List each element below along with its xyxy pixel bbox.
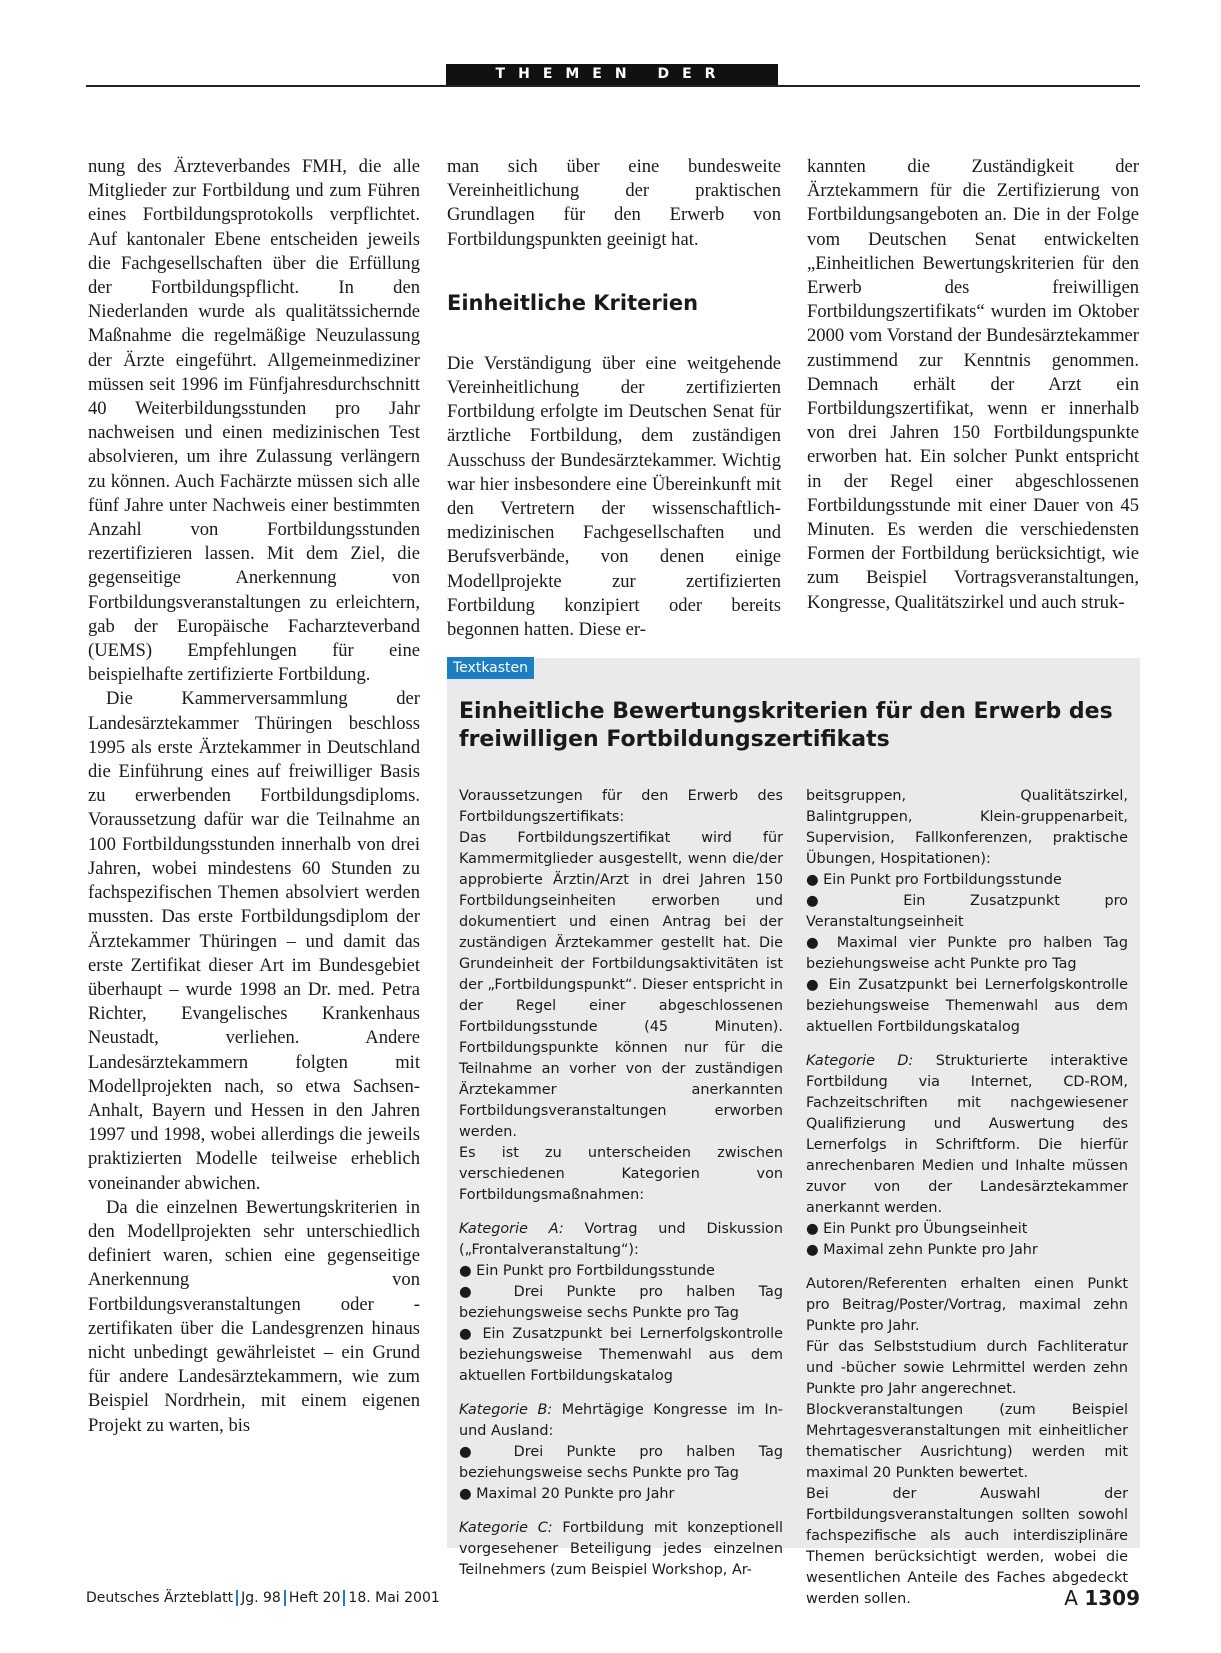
textbox-tag: Textkasten — [447, 657, 534, 679]
bullet-item: ● Ein Zusatzpunkt bei Lernerfolgskontrolle beziehungsweise Themenwahl aus dem aktuellen Fortbildungskatalog — [806, 975, 1128, 1038]
bullet-item: ● Ein Punkt pro Fortbildungsstunde — [806, 870, 1128, 891]
textbox-column-left — [459, 786, 783, 1581]
category-label: Kategorie C: — [459, 1520, 553, 1536]
section-label: THEMEN DER ZEIT — [446, 64, 778, 85]
paragraph: man sich über eine bundesweite Vereinheitlichung der praktischen Grundlagen für den Erwerb von Fortbildungspunkten geeinigt hat. — [447, 156, 781, 250]
category-text: Vortrag und Diskussion („Frontalveranstaltung“): — [459, 1221, 783, 1258]
category-c — [459, 1518, 783, 1581]
paragraph: Da die einzelnen Bewertungskriterien in den Modellprojekten sehr unterschiedlich definiert waren, schien eine gegenseitige Anerkennung von Fortbildungsveranstaltungen oder -zertifikaten über die Landesgrenzen hinaus nicht unbedingt gewährleistet – ein Grund für andere Landesärztekammern, wie zum Beispiel Nordrhein, mit einem eigenen Projekt zu warten, bis — [88, 1196, 420, 1436]
box-paragraph: Voraussetzungen für den Erwerb des Fortbildungszertifikats: — [459, 788, 783, 825]
subheading: Einheitliche Kriterien — [447, 290, 699, 315]
footer-separator — [236, 1590, 238, 1606]
category-label: Kategorie A: — [459, 1221, 564, 1237]
journal-date: 18. Mai 2001 — [348, 1590, 440, 1606]
category-b — [459, 1400, 783, 1442]
box-paragraph: Das Fortbildungszertifikat wird für Kammermitglieder ausgestellt, wenn die/der approbierte Ärztin/Arzt in drei Jahren 150 Fortbildungseinheiten erworben und dokumentiert und einen Antrag bei der zuständigen Ärztekammer gestellt hat. Die Grundeinheit der Fortbildungsaktivitäten ist der „Fortbildungspunkt“. Dieser entspricht in der Regel einer abgeschlossenen Fortbildungsstunde (45 Minuten). Fortbildungspunkte können nur für die Teilnahme an vorher von der zuständigen Ärztekammer anerkannten Fortbildungsveranstaltungen erworben werden. — [459, 830, 783, 1140]
journal-name: Deutsches Ärzteblatt — [86, 1590, 234, 1606]
text-column-2 — [447, 155, 781, 642]
box-paragraph: beitsgruppen, Qualitätszirkel, Balintgruppen, Klein-gruppenarbeit, Supervision, Fallkonferenzen, praktische Übungen, Hospitationen): — [806, 788, 1128, 867]
page-prefix: A — [1064, 1586, 1078, 1610]
text-column-1 — [88, 155, 420, 1438]
bullet-item: ● Ein Zusatzpunkt pro Veranstaltungseinheit — [806, 891, 1128, 933]
box-paragraph: Autoren/Referenten erhalten einen Punkt pro Beitrag/Poster/Vortrag, maximal zehn Punkte pro Jahr. — [806, 1276, 1128, 1334]
bullet-item: ● Ein Punkt pro Fortbildungsstunde — [459, 1261, 783, 1282]
category-label: Kategorie B: — [459, 1402, 553, 1418]
category-a — [459, 1219, 783, 1261]
box-paragraph: Für das Selbststudium durch Fachliteratur und -bücher sowie Lehrmittel werden zehn Punkte pro Jahr angerechnet. — [806, 1339, 1128, 1397]
page-number: 1309 — [1084, 1586, 1140, 1610]
bullet-item: ● Maximal vier Punkte pro halben Tag beziehungsweise acht Punkte pro Tag — [806, 933, 1128, 975]
paragraph: nung des Ärzteverbandes FMH, die alle Mitglieder zur Fortbildung und zum Führen eines Fortbildungsprotokolls verpflichtet. Auf kantonaler Ebene entscheiden jeweils die Fachgesellschaften über die Erfüllung der Fortbildungspflicht. In den Niederlanden wurde als qualitätssichernde Maßnahme die regelmäßige Neuzulassung der Ärzte eingeführt. Allgemeinmediziner müssen seit 1996 im Fünfjahresdurchschnitt 40 Weiterbildungsstunden pro Jahr nachweisen und einen medizinischen Test absolvieren, um ihre Zulassung verlängern zu können. Auch Fachärzte müssen sich alle fünf Jahre unter Nachweis einer bestimmten Anzahl von Fortbildungsstunden rezertifizieren lassen. Mit dem Ziel, die gegenseitige Anerkennung von Fortbildungsveranstaltungen zu erleichtern, gab der Europäische Facharzteverband (UEMS) Empfehlungen für eine beispielhafte zertifizierte Fortbildung. — [88, 156, 420, 686]
page-number-block — [1064, 1583, 1140, 1613]
bullet-item: ● Drei Punkte pro halben Tag beziehungsweise sechs Punkte pro Tag — [459, 1282, 783, 1324]
footer-separator — [284, 1590, 286, 1606]
textbox-title: Einheitliche Bewertungskriterien für den Erwerb des freiwilligen Fortbildungszertifikats — [459, 699, 1113, 752]
text-column-3 — [807, 155, 1139, 615]
bullet-item: ● Drei Punkte pro halben Tag beziehungsweise sechs Punkte pro Tag — [459, 1442, 783, 1484]
footer-separator — [343, 1590, 345, 1606]
bullet-item: ● Ein Zusatzpunkt bei Lernerfolgskontrolle beziehungsweise Themenwahl aus dem aktuellen Fortbildungskatalog — [459, 1324, 783, 1387]
bullet-item: ● Ein Punkt pro Übungseinheit — [806, 1219, 1128, 1240]
textbox-column-right — [806, 786, 1128, 1610]
journal-issue: Heft 20 — [288, 1590, 341, 1606]
paragraph: Die Verständigung über eine weitgehende Vereinheitlichung der zertifizierten Fortbildung erfolgte im Deutschen Senat für ärztliche Fortbildung, dem zuständigen Ausschuss der Bundesärztekammer. Wichtig war hier insbesondere eine Übereinkunft mit den Vertretern der wissenschaftlich-medizinischen Fachgesellschaften und Berufsverbände, von denen einige Modellprojekte zur zertifizierten Fortbildung konzipiert oder bereits begonnen hatten. Diese er- — [447, 352, 781, 641]
box-paragraph: Bei der Auswahl der Fortbildungsveranstaltungen sollten sowohl fachspezifische als auch interdisziplinäre Themen berücksichtigt werden, wobei die wesentlichen Anteile des Faches abgedeckt werden sollen. — [806, 1486, 1128, 1607]
category-text: Fortbildung mit konzeptionell vorgesehener Beteiligung jedes einzelnen Teilnehmers (zum Beispiel Workshop, Ar- — [459, 1520, 784, 1578]
box-paragraph: Es ist zu unterscheiden zwischen verschiedenen Kategorien von Fortbildungsmaßnahmen: — [459, 1145, 783, 1203]
bullet-item: ● Maximal 20 Punkte pro Jahr — [459, 1484, 783, 1505]
box-paragraph: Blockveranstaltungen (zum Beispiel Mehrtagesveranstaltungen mit einheitlicher thematischer Ausrichtung) werden mit maximal 20 Punkten bewertet. — [806, 1402, 1128, 1481]
page-footer — [86, 1583, 1140, 1613]
journal-volume: Jg. 98 — [241, 1590, 281, 1606]
bullet-item: ● Maximal zehn Punkte pro Jahr — [806, 1240, 1128, 1261]
paragraph: kannten die Zuständigkeit der Ärztekammern für die Zertifizierung von Fortbildungsangeboten an. Die in der Folge vom Deutschen Senat entwickelten „Einheitlichen Bewertungskriterien für den Erwerb des freiwilligen Fortbildungszertifikats“ wurden im Oktober 2000 vom Vorstand der Bundesärztekammer zustimmend zur Kenntnis genommen. Demnach erhält der Arzt ein Fortbildungszertifikat, wenn er innerhalb von drei Jahren 150 Fortbildungspunkte erworben hat. Ein solcher Punkt entspricht in der Regel einer abgeschlossenen Fortbildungsstunde mit einer Dauer von 45 Minuten. Es werden die verschiedensten Formen der Fortbildung berücksichtigt, wie zum Beispiel Vortragsveranstaltungen, Kongresse, Qualitätszirkel und auch struk- — [807, 156, 1139, 613]
category-d — [806, 1051, 1128, 1219]
category-text: Strukturierte interaktive Fortbildung via Internet, CD-ROM, Fachzeitschriften mit nachgewiesener Qualifizierung und Auswertung des Lernerfolgs in Schriftform. Die hierfür anrechenbaren Medien und Inhalte müssen zuvor von der Landesärztekammer anerkannt werden. — [806, 1053, 1129, 1216]
paragraph: Die Kammerversammlung der Landesärztekammer Thüringen beschloss 1995 als erste Ärztekammer in Deutschland die Einführung eines auf freiwilliger Basis zu erwerbenden Fortbildungsdiploms. Voraussetzung dafür war die Teilnahme an 100 Fortbildungsstunden innerhalb von drei Jahren, wobei mindestens 60 Stunden zu fachspezifischen Themen absolviert werden mussten. Das erste Fortbildungsdiplom der Ärztekammer Thüringen – und damit das erste Zertifikat dieser Art im Bundesgebiet überhaupt – wurde 1998 an Dr. med. Petra Richter, Evangelisches Krankenhaus Neustadt, verliehen. Andere Landesärztekammern folgten mit Modellprojekten nach, so etwa Sachsen-Anhalt, Bayern und Hessen in den Jahren 1997 und 1998, wobei allerdings die jeweils praktizierten Modelle teilweise erheblich voneinander abwichen. — [88, 688, 420, 1194]
category-text: Mehrtägige Kongresse im In- und Ausland: — [459, 1402, 784, 1439]
category-label: Kategorie D: — [806, 1053, 914, 1069]
